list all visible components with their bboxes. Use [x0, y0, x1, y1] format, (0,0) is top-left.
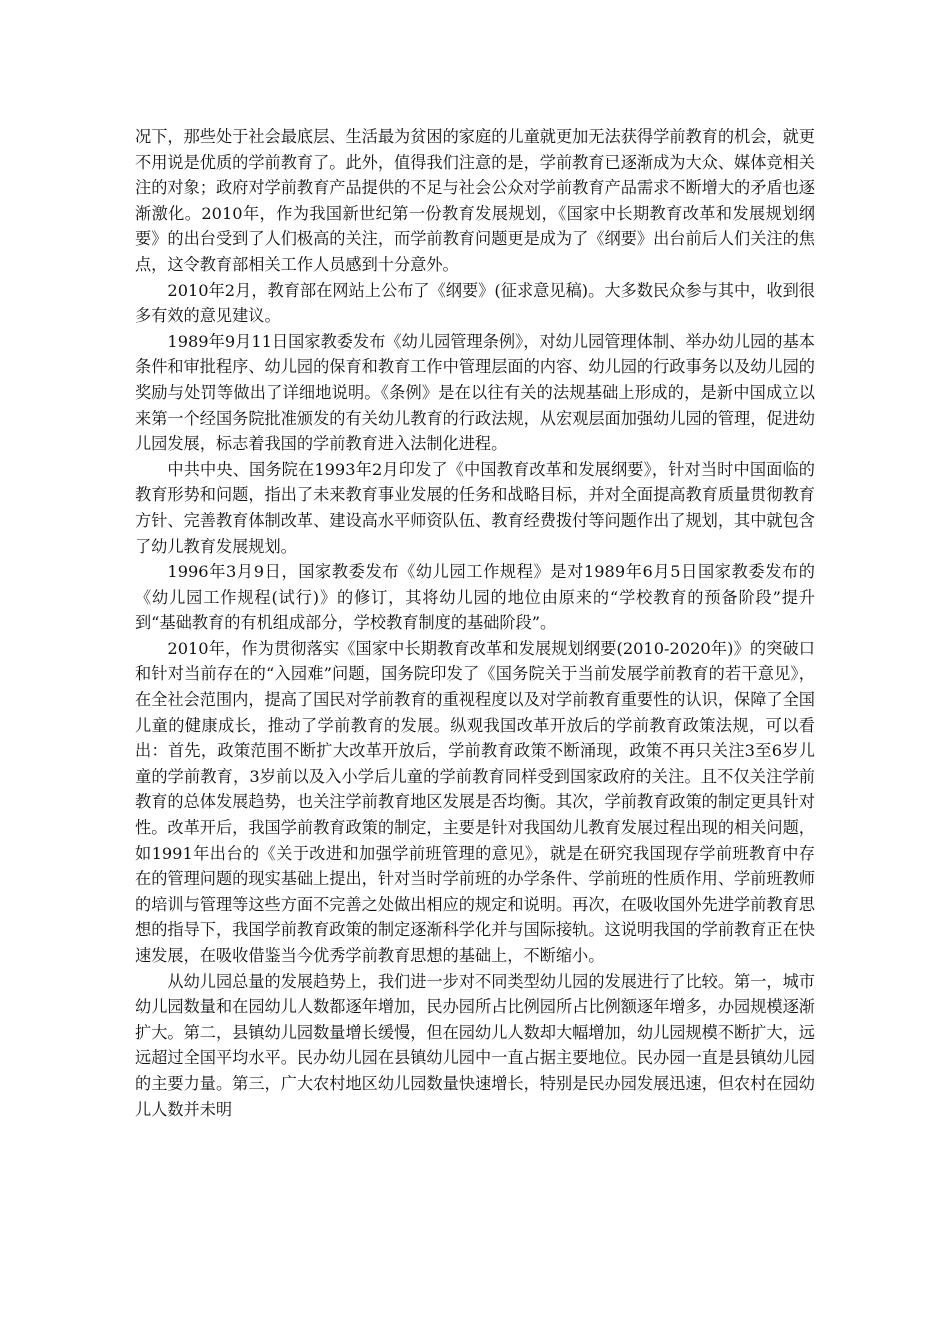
- paragraph-1993-outline: 中共中央、国务院在1993年2月印发了《中国教育改革和发展纲要》，针对当时中国面临的教育形势和问题，指出了未来教育事业发展的任务和战略目标，并对全面提高教育质量贯彻教育方针、完善教育体制改革、建设高水平师资队伍、教育经费拨付等问题作出了规划，其中就包含了幼儿教育发展规划。: [135, 459, 815, 556]
- paragraph-1996-rules: 1996年3月9日，国家教委发布《幼儿园工作规程》是对1989年6月5日国家教委发布的《幼儿园工作规程(试行)》的修订，其将幼儿园的地位由原来的“学校教育的预备阶段”提升到“基础教育的有机组成部分，学校教育制度的基础阶段”。: [135, 562, 815, 633]
- paragraph-kindergarten-trends: 从幼儿园总量的发展趋势上，我们进一步对不同类型幼儿园的发展进行了比较。第一，城市幼儿园数量和在园幼儿人数都逐年增加，民办园所占比例园所占比例额逐年增多，办园规模逐渐扩大。第二，县镇幼儿园数量增长缓慢，但在园幼儿人数却大幅增加，幼儿园规模不断扩大，远远超过全国平均水平。民办幼儿园在县镇幼儿园中一直占据主要地位。民办园一直是县镇幼儿园的主要力量。第三，广大农村地区幼儿园数量快速增长，特别是民办园发展迅速，但农村在园幼儿人数并未明: [135, 971, 815, 1119]
- paragraph-2010-feb: 2010年2月，教育部在网站上公布了《纲要》(征求意见稿)。大多数民众参与其中，收到很多有效的意见建议。: [135, 280, 815, 326]
- paragraph-2010-policy: 2010年，作为贯彻落实《国家中长期教育改革和发展规划纲要(2010-2020年)》的突破口和针对当前存在的“入园难”问题，国务院印发了《国务院关于当前发展学前教育的若干意见》，在全社会范围内，提高了国民对学前教育的重视程度以及对学前教育重要性的认识，保障了全国儿童的健康成长，推动了学前教育的发展。纵观我国改革开放后的学前教育政策法规，可以看出：首先，政策范围不断扩大改革开放后，学前教育政策不断涌现，政策不再只关注3至6岁儿童的学前教育，3岁前以及入小学后儿童的学前教育同样受到国家政府的关注。且不仅关注学前教育的总体发展趋势，也关注学前教育地区发展是否均衡。其次，学前教育政策的制定更具针对性。改革开后，我国学前教育政策的制定，主要是针对我国幼儿教育发展过程出现的相关问题，如1991年出台的《关于改进和加强学前班管理的意见》，就是在研究我国现存学前班教育中存在的管理问题的现实基础上提出，针对当时学前班的办学条件、学前班的性质作用、学前班教师的培训与管理等这些方面不完善之处做出相应的规定和说明。再次，在吸收国外先进学前教育思想的指导下，我国学前教育政策的制定逐渐科学化并与国际接轨。这说明我国的学前教育正在快速发展，在吸收借鉴当今优秀学前教育思想的基础上，不断缩小。: [135, 638, 815, 965]
- paragraph-1989-regulation: 1989年9月11日国家教委发布《幼儿园管理条例》，对幼儿园管理体制、举办幼儿园的基本条件和审批程序、幼儿园的保育和教育工作中管理层面的内容、幼儿园的行政事务以及幼儿园的奖励与处罚等做出了详细地说明。《条例》是在以往有关的法规基础上形成的，是新中国成立以来第一个经国务院批准颁发的有关幼儿教育的行政法规，从宏观层面加强幼儿园的管理，促进幼儿园发展，标志着我国的学前教育进入法制化进程。: [135, 331, 815, 454]
- document-body: [135, 124, 815, 1122]
- paragraph-continuation: 况下，那些处于社会最底层、生活最为贫困的家庭的儿童就更加无法获得学前教育的机会，就更不用说是优质的学前教育了。此外，值得我们注意的是，学前教育已逐渐成为大众、媒体竞相关注的对象；政府对学前教育产品提供的不足与社会公众对学前教育产品需求不断增大的矛盾也逐渐激化。2010年，作为我国新世纪第一份教育发展规划，《国家中长期教育改革和发展规划纲要》的出台受到了人们极高的关注，而学前教育问题更是成为了《纲要》出台前后人们关注的焦点，这令教育部相关工作人员感到十分意外。: [135, 127, 815, 274]
